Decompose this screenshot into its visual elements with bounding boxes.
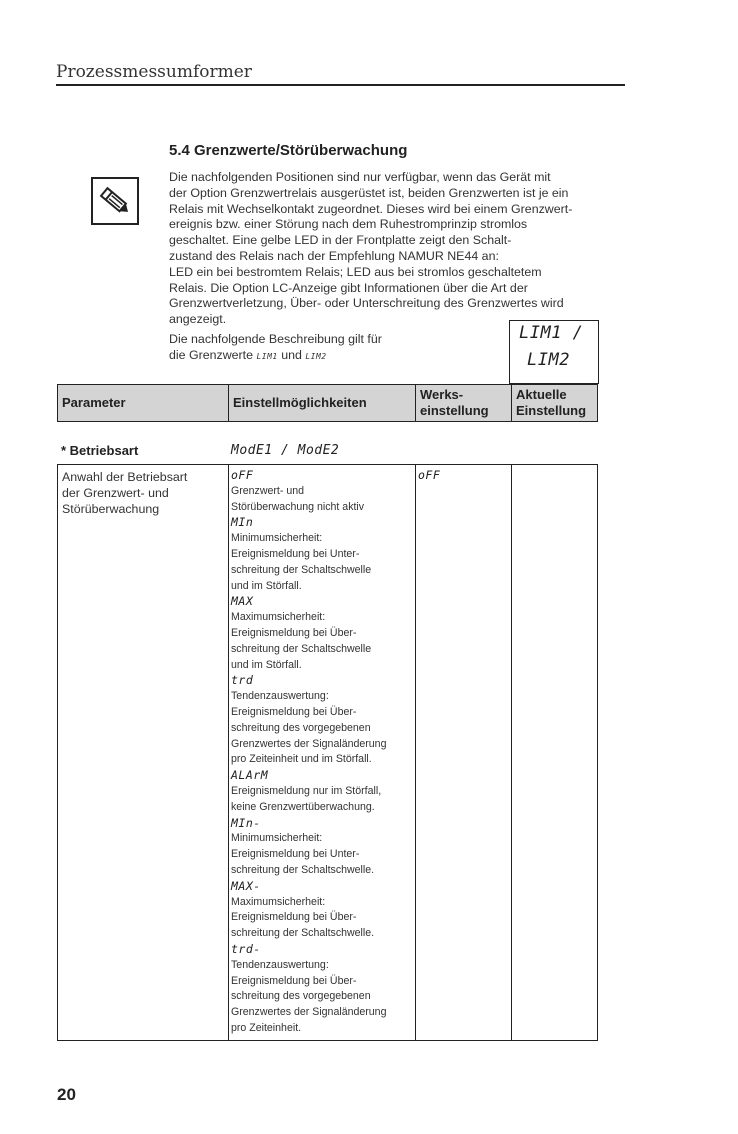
- header-options: Einstellmöglichkeiten: [228, 385, 415, 421]
- intro-line: Relais mit Wechselkontakt zugeordnet. Dieses wird bei einem Grenzwert-: [169, 201, 573, 216]
- header-default: [415, 385, 511, 421]
- option-description-line: Ereignismeldung bei Über-: [231, 974, 357, 987]
- group-value: ModE1 / ModE2: [231, 443, 340, 458]
- lcd-line-2: LIM2: [527, 350, 570, 370]
- option-description-line: Minimumsicherheit:: [231, 832, 323, 845]
- column-divider: [511, 465, 512, 1040]
- intro-line: der Option Grenzwertrelais ausgerüstet ist, beiden Grenzwerten ist je ein: [169, 185, 569, 200]
- option-description-line: Ereignismeldung bei Unter-: [231, 547, 360, 560]
- option-code: ALArM: [231, 768, 269, 783]
- description-line: [169, 347, 499, 365]
- option-description-line: Grenzwert- und: [231, 484, 305, 497]
- parameter-line: der Grenzwert- und: [62, 486, 169, 500]
- options-cell: [231, 468, 409, 1037]
- option-description-line: Störüberwachung nicht aktiv: [231, 500, 365, 513]
- parameter-line: Anwahl der Betriebsart: [62, 470, 188, 484]
- option-description-line: und im Störfall.: [231, 658, 302, 671]
- default-cell: oFF: [418, 468, 441, 482]
- description-line: Die nachfolgende Beschreibung gilt für: [169, 332, 382, 346]
- table-header: [57, 384, 598, 422]
- header-current: [511, 385, 597, 421]
- option-description-line: pro Zeiteinheit und im Störfall.: [231, 753, 372, 766]
- option-description-line: schreitung der Schaltschwelle.: [231, 863, 375, 876]
- option-description-line: Ereignismeldung nur im Störfall,: [231, 784, 382, 797]
- option-description-line: Maximumsicherheit:: [231, 895, 326, 908]
- option-description-line: Tendenzauswertung:: [231, 690, 329, 703]
- option-description-line: Ereignismeldung bei Unter-: [231, 848, 360, 861]
- intro-line: Relais. Die Option LC-Anzeige gibt Informationen über die Art der: [169, 280, 528, 295]
- intro-line: ereignis bzw. einer Störung nach dem Ruhestromprinzip stromlos: [169, 217, 528, 232]
- description-prefix: die Grenzwerte: [169, 348, 254, 362]
- option-description-line: Ereignismeldung bei Über-: [231, 705, 357, 718]
- table-row: [57, 464, 598, 1041]
- intro-line: zustand des Relais nach der Empfehlung NAMUR NE44 an:: [169, 248, 499, 263]
- option-code: MIn: [231, 515, 254, 530]
- option-description-line: keine Grenzwertüberwachung.: [231, 800, 375, 813]
- option-code: MAX-: [231, 878, 261, 893]
- option-description-line: Grenzwertes der Signaländerung: [231, 737, 387, 750]
- header-parameter: Parameter: [62, 395, 126, 410]
- option-code: trd-: [231, 941, 261, 956]
- option-description-line: schreitung des vorgegebenen: [231, 990, 371, 1003]
- pencil-note-icon: [91, 177, 139, 225]
- header-default-line1: Werks-: [420, 387, 464, 402]
- intro-line: Grenzwertverletzung, Über- oder Unterschreitung des Grenzwertes wird: [169, 296, 564, 311]
- lcd-line-1: LIM1 /: [519, 323, 584, 343]
- option-description-line: pro Zeiteinheit.: [231, 1021, 302, 1034]
- parameter-line: Störüberwachung: [62, 502, 160, 516]
- running-header-title: Prozessmessumformer: [56, 62, 252, 82]
- option-code: MAX: [231, 594, 254, 609]
- intro-line: LED ein bei bestromtem Relais; LED aus bei stromlos geschaltetem: [169, 264, 542, 279]
- lim1-code: LIM1: [256, 352, 278, 361]
- intro-line: geschaltet. Eine gelbe LED in der Frontplatte zeigt den Schalt-: [169, 233, 512, 248]
- lim2-code: LIM2: [305, 352, 327, 361]
- option-description-line: schreitung der Schaltschwelle: [231, 642, 372, 655]
- header-default-line2: einstellung: [420, 403, 489, 418]
- option-description-line: Ereignismeldung bei Über-: [231, 911, 357, 924]
- column-divider: [415, 465, 416, 1040]
- description-conj: und: [281, 348, 302, 362]
- header-current-line2: Einstellung: [516, 403, 587, 418]
- option-description-line: schreitung der Schaltschwelle.: [231, 927, 375, 940]
- option-description-line: Maximumsicherheit:: [231, 611, 326, 624]
- section-title: 5.4 Grenzwerte/Störüberwachung: [169, 142, 408, 159]
- option-description-line: Ereignismeldung bei Über-: [231, 626, 357, 639]
- option-description-line: schreitung der Schaltschwelle: [231, 563, 372, 576]
- group-label: * Betriebsart: [61, 443, 139, 458]
- option-description-line: und im Störfall.: [231, 579, 302, 592]
- page-number: 20: [57, 1085, 76, 1104]
- option-description-line: Tendenzauswertung:: [231, 958, 329, 971]
- option-description-line: schreitung des vorgegebenen: [231, 721, 371, 734]
- option-code: MIn-: [231, 815, 261, 830]
- intro-paragraph: [169, 170, 624, 328]
- option-code: oFF: [231, 468, 254, 482]
- description: [169, 331, 499, 365]
- option-description-line: Grenzwertes der Signaländerung: [231, 1006, 387, 1019]
- header-current-line1: Aktuelle: [516, 387, 567, 402]
- intro-line: Die nachfolgenden Positionen sind nur verfügbar, wenn das Gerät mit: [169, 170, 551, 184]
- option-description-line: Minimumsicherheit:: [231, 532, 323, 545]
- header-rule: [56, 84, 625, 86]
- parameter-cell: [62, 469, 222, 517]
- column-divider: [228, 465, 229, 1040]
- option-code: trd: [231, 673, 254, 688]
- intro-line: angezeigt.: [169, 312, 227, 327]
